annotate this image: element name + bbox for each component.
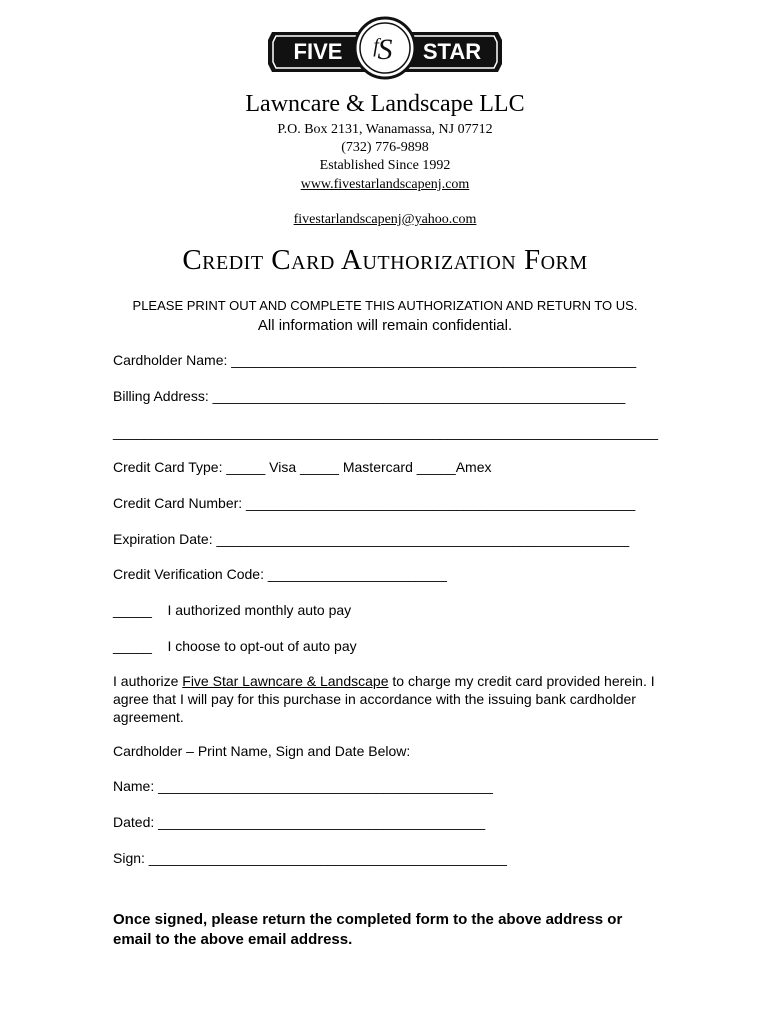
company-address: P.O. Box 2131, Wanamassa, NJ 07712	[277, 122, 493, 137]
logo-left-word: FIVE	[293, 39, 343, 64]
confidential-text: All information will remain confidential.	[257, 317, 513, 334]
billing-address-line-2[interactable]: ______________________________________________________________________	[113, 424, 659, 440]
sign-heading: Cardholder – Print Name, Sign and Date Below:	[113, 743, 411, 759]
established-text: Established Since 1992	[319, 158, 451, 173]
expiration-date-field[interactable]: Expiration Date: _____________________________________________________	[113, 531, 630, 547]
card-number-field[interactable]: Credit Card Number: __________________________________________________	[113, 495, 636, 511]
card-type-field[interactable]: Credit Card Type: _____ Visa _____ Mastercard _____Amex	[113, 459, 492, 475]
company-phone: (732) 776-9898	[341, 140, 429, 155]
instruction-text: PLEASE PRINT OUT AND COMPLETE THIS AUTHORIZATION AND RETURN TO US.	[132, 298, 638, 313]
svg-text:S: S	[377, 33, 393, 66]
verification-code-field[interactable]: Credit Verification Code: _______________________	[113, 566, 447, 582]
dated-field[interactable]: Dated: __________________________________________	[113, 814, 486, 830]
billing-address-field[interactable]: Billing Address: _____________________________________________________	[113, 388, 626, 404]
form-title: Credit Card Authorization Form	[182, 244, 588, 276]
email-link[interactable]: fivestarlandscapenj@yahoo.com	[293, 212, 477, 227]
sign-field[interactable]: Sign: ______________________________________________	[113, 850, 507, 866]
authorization-paragraph	[113, 672, 658, 726]
company-name: Lawncare & Landscape LLC	[245, 91, 525, 117]
closing-instruction: Once signed, please return the completed form to the above address or email to the above email address.	[113, 911, 623, 948]
authorize-company: Five Star Lawncare & Landscape	[182, 673, 389, 689]
cardholder-name-field[interactable]: Cardholder Name: ____________________________________________________	[113, 352, 637, 368]
svg-text:f: f	[373, 35, 379, 57]
authorize-prefix: I authorize	[113, 673, 183, 689]
opt-out-option[interactable]: _____ I choose to opt-out of auto pay	[113, 638, 357, 654]
print-name-field[interactable]: Name: ___________________________________________	[113, 778, 493, 794]
logo-right-word: STAR	[422, 39, 482, 64]
website-link[interactable]: www.fivestarlandscapenj.com	[300, 177, 470, 192]
authorize-rest: to charge my credit card provided herein. I agree that I will pay for this purchase in accordance with the issuing bank cardholder agreement.	[113, 673, 655, 725]
five-star-logo	[262, 14, 508, 82]
auto-pay-option[interactable]: _____ I authorized monthly auto pay	[113, 602, 352, 618]
